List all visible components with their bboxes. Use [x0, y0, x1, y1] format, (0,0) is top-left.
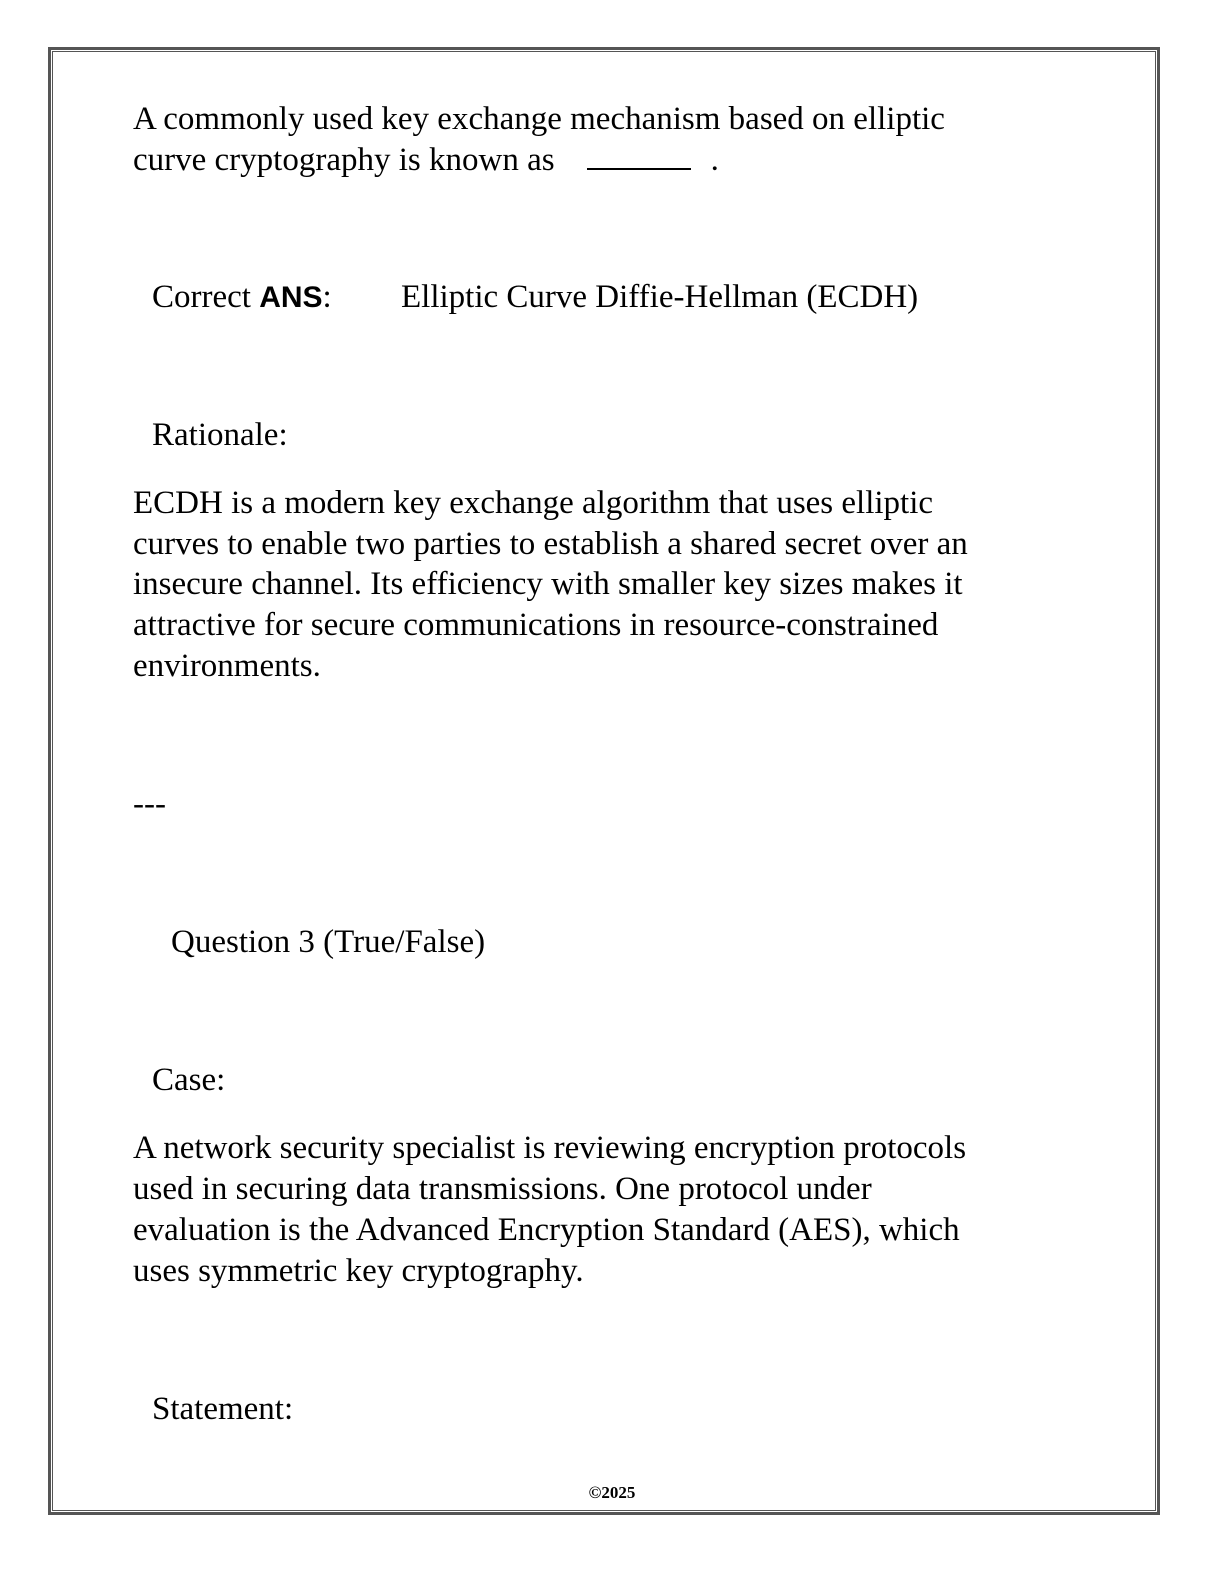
rationale-line: insecure channel. Its efficiency with smaller key sizes makes it: [133, 566, 963, 602]
rationale-line: attractive for secure communications in resource-constrained: [133, 607, 939, 643]
rationale-line: ECDH is a modern key exchange algorithm that uses elliptic: [133, 485, 934, 521]
case-line: A network security specialist is reviewing encryption protocols: [133, 1130, 967, 1166]
answer-blank: [587, 148, 691, 170]
case-heading: Case:: [152, 1062, 226, 1098]
ans-colon: :: [322, 279, 332, 315]
section-separator: ---: [133, 786, 166, 822]
rationale-line: curves to enable two parties to establish a shared secret over an: [133, 526, 968, 562]
question-3-title: Question 3 (True/False): [171, 924, 486, 960]
question-line-2-text: curve cryptography is known as: [133, 142, 555, 178]
statement-heading: Statement:: [152, 1391, 294, 1427]
ans-label: ANS: [259, 281, 323, 314]
case-line: uses symmetric key cryptography.: [133, 1253, 584, 1289]
correct-answer-line: [152, 277, 332, 319]
rationale-heading: Rationale:: [152, 417, 288, 453]
question-line-2-end: .: [710, 142, 719, 178]
correct-answer-prefix: Correct: [152, 279, 260, 315]
correct-answer-value: Elliptic Curve Diffie-Hellman (ECDH): [401, 279, 919, 315]
copyright-footer: ©2025: [588, 1483, 636, 1502]
question-line-2: [133, 140, 719, 181]
case-line: used in securing data transmissions. One protocol under: [133, 1171, 872, 1207]
page-border-inner: [52, 51, 1156, 1511]
question-line-1: A commonly used key exchange mechanism based on elliptic: [133, 101, 945, 137]
rationale-line: environments.: [133, 648, 321, 684]
case-line: evaluation is the Advanced Encryption Standard (AES), which: [133, 1212, 960, 1248]
